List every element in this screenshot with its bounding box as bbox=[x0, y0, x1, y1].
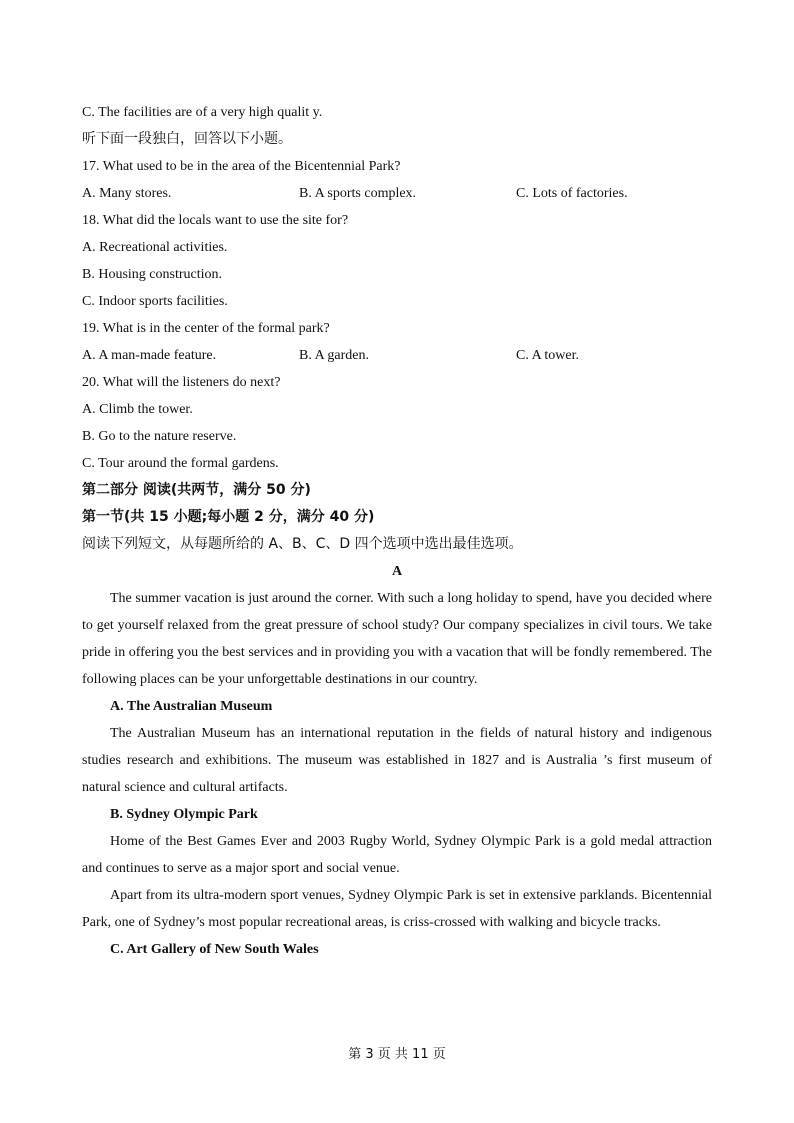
heading-art-gallery: C. Art Gallery of New South Wales bbox=[110, 942, 319, 957]
passage-intro: The summer vacation is just around the corner. With such a long holiday to spend, have you decided where to get yourself relaxed from the great pressure of school study? Our company specializes in civil tours. We take pride in offering you the best services and in providing you with a vacation that will be fondly remembered. The following places can be your unforgettable destinations in our country. bbox=[82, 591, 712, 687]
q19-option-b: B. A garden. bbox=[299, 348, 369, 363]
q19-option-a: A. A man-made feature. bbox=[82, 348, 217, 363]
q20-option-a: A. Climb the tower. bbox=[82, 402, 193, 417]
q19-option-c: C. A tower. bbox=[516, 348, 580, 363]
heading-sydney-olympic-park: B. Sydney Olympic Park bbox=[110, 807, 258, 822]
q18-option-c: C. Indoor sports facilities. bbox=[82, 294, 228, 309]
passage-letter: A bbox=[391, 564, 403, 579]
question-18: 18. What did the locals want to use the site for? bbox=[82, 213, 349, 228]
q20-option-c: C. Tour around the formal gardens. bbox=[82, 456, 279, 471]
paragraph-olympic-park-2: Apart from its ultra-modern sport venues, Sydney Olympic Park is set in extensive parklands. Bicentennial Park, one of Sydney’s most popular recreational areas, is criss-crossed with walking and bicycle tracks. bbox=[82, 888, 712, 930]
page-content bbox=[82, 99, 712, 963]
q17-option-b: B. A sports complex. bbox=[299, 186, 417, 201]
section-one-heading: 第一节(共 15 小题;每小题 2 分，满分 40 分) bbox=[82, 509, 375, 525]
heading-australian-museum: A. The Australian Museum bbox=[110, 699, 273, 714]
q17-option-c: C. Lots of factories. bbox=[516, 186, 628, 201]
question-20: 20. What will the listeners do next? bbox=[82, 375, 281, 390]
question-17: 17. What used to be in the area of the Bicentennial Park? bbox=[82, 159, 401, 174]
listening-instruction: 听下面一段独白，回答以下小题。 bbox=[82, 131, 292, 147]
part-two-heading: 第二部分 阅读(共两节，满分 50 分) bbox=[82, 482, 311, 498]
q18-option-a: A. Recreational activities. bbox=[82, 240, 228, 255]
q18-option-b: B. Housing construction. bbox=[82, 267, 222, 282]
paragraph-australian-museum: The Australian Museum has an international reputation in the fields of natural history and indigenous studies research and exhibitions. The museum was established in 1827 and is Australia ’s first museum of natural science and cultural artifacts. bbox=[82, 726, 712, 795]
question-17-options bbox=[82, 180, 712, 207]
paragraph-olympic-park-1: Home of the Best Games Ever and 2003 Rugby World, Sydney Olympic Park is a gold medal attraction and continues to serve as a major sport and social venue. bbox=[82, 834, 712, 876]
question-19-options bbox=[82, 342, 712, 369]
question-19: 19. What is in the center of the formal park? bbox=[82, 321, 330, 336]
q20-option-b: B. Go to the nature reserve. bbox=[82, 429, 237, 444]
page-number-footer: 第 3 页 共 11 页 bbox=[348, 1047, 446, 1062]
reading-instruction: 阅读下列短文，从每题所给的 A、B、C、D 四个选项中选出最佳选项。 bbox=[82, 536, 523, 552]
q17-option-a: A. Many stores. bbox=[82, 186, 172, 201]
q16-option-c: C. The facilities are of a very high qualit y. bbox=[82, 105, 323, 120]
